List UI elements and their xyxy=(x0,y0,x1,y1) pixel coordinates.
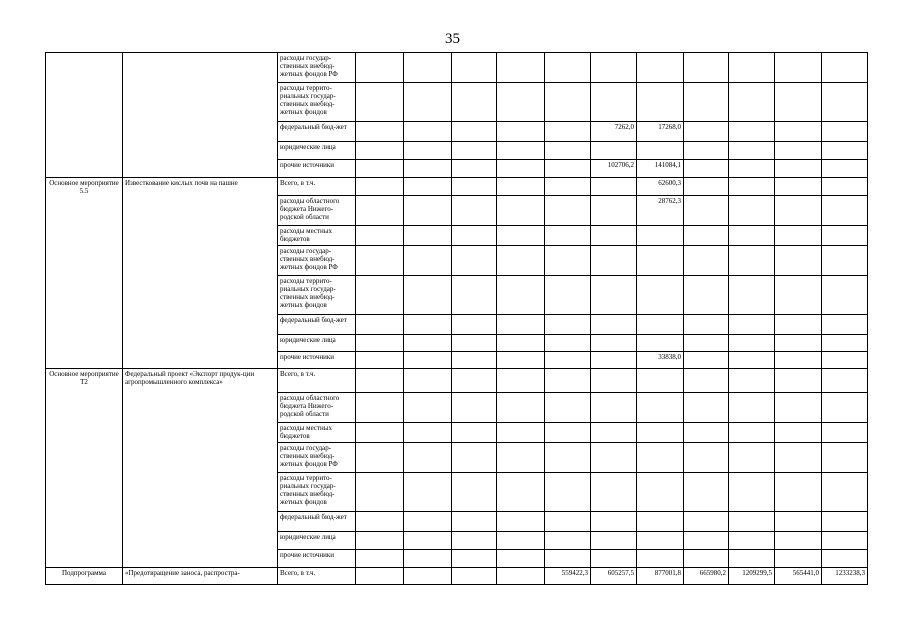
value-cell xyxy=(545,83,591,122)
value-cell xyxy=(684,352,729,369)
value-cell xyxy=(497,83,545,122)
value-cell xyxy=(497,568,545,585)
value-cell xyxy=(497,315,545,335)
value-cell xyxy=(822,423,868,443)
value-cell: 559422,3 xyxy=(545,568,591,585)
value-cell xyxy=(684,315,729,335)
value-cell xyxy=(637,423,684,443)
funding-source: прочие источники xyxy=(278,352,356,369)
value-cell xyxy=(497,532,545,550)
value-cell xyxy=(775,226,822,246)
measure-name: Известкование кислых почв на пашне xyxy=(123,178,278,369)
value-cell: 62600,3 xyxy=(637,178,684,196)
value-cell xyxy=(356,550,404,568)
funding-source: расходы террито-риальных государ-ственных внебюд-жетных фондов xyxy=(278,276,356,315)
value-cell: 877001,8 xyxy=(637,568,684,585)
page-number: 35 xyxy=(445,31,460,47)
value-cell xyxy=(404,443,452,473)
value-cell xyxy=(684,226,729,246)
value-cell xyxy=(497,196,545,226)
value-cell xyxy=(591,473,637,512)
value-cell xyxy=(404,160,452,178)
funding-source: расходы государ-ственных внебюд-жетных фондов РФ xyxy=(278,246,356,276)
value-cell xyxy=(822,196,868,226)
value-cell xyxy=(545,142,591,160)
value-cell xyxy=(497,352,545,369)
value-cell xyxy=(775,246,822,276)
value-cell xyxy=(591,512,637,532)
value-cell xyxy=(775,335,822,352)
value-cell xyxy=(497,246,545,276)
value-cell xyxy=(637,550,684,568)
value-cell xyxy=(822,352,868,369)
value-cell xyxy=(729,276,775,315)
value-cell xyxy=(545,352,591,369)
value-cell xyxy=(684,369,729,393)
funding-source: Всего, в т.ч. xyxy=(278,369,356,393)
value-cell xyxy=(452,512,497,532)
measure-name xyxy=(123,53,278,178)
value-cell xyxy=(729,53,775,83)
value-cell xyxy=(775,160,822,178)
value-cell xyxy=(684,276,729,315)
value-cell xyxy=(775,369,822,393)
value-cell xyxy=(591,178,637,196)
value-cell xyxy=(545,423,591,443)
funding-source: юридические лица xyxy=(278,532,356,550)
funding-source: федеральный бюд-жет xyxy=(278,122,356,142)
value-cell xyxy=(404,550,452,568)
value-cell xyxy=(356,315,404,335)
value-cell xyxy=(497,473,545,512)
value-cell xyxy=(822,443,868,473)
funding-source: Всего, в т.ч. xyxy=(278,178,356,196)
value-cell xyxy=(452,122,497,142)
value-cell xyxy=(591,53,637,83)
value-cell xyxy=(452,352,497,369)
measure-code: Основное мероприятие Т2 xyxy=(46,369,123,568)
value-cell xyxy=(545,246,591,276)
funding-source: федеральный бюд-жет xyxy=(278,315,356,335)
value-cell xyxy=(684,246,729,276)
value-cell xyxy=(684,160,729,178)
measure-name: «Предотвращение заноса, распростра- xyxy=(123,568,278,585)
value-cell xyxy=(684,473,729,512)
value-cell xyxy=(404,369,452,393)
value-cell xyxy=(497,335,545,352)
funding-source: расходы областного бюджета Нижего-родской области xyxy=(278,393,356,423)
value-cell xyxy=(822,142,868,160)
value-cell xyxy=(545,443,591,473)
value-cell xyxy=(545,532,591,550)
table-row xyxy=(46,568,868,585)
value-cell xyxy=(497,276,545,315)
value-cell: 102706,2 xyxy=(591,160,637,178)
value-cell xyxy=(452,335,497,352)
measure-name: Федеральный проект «Экспорт продук-ции агропромышленного комплекса» xyxy=(123,369,278,568)
value-cell: 1233238,3 xyxy=(822,568,868,585)
value-cell xyxy=(404,142,452,160)
funding-source: расходы местных бюджетов xyxy=(278,226,356,246)
value-cell xyxy=(684,423,729,443)
value-cell xyxy=(684,393,729,423)
value-cell xyxy=(591,369,637,393)
value-cell xyxy=(497,423,545,443)
value-cell xyxy=(452,178,497,196)
value-cell xyxy=(497,550,545,568)
value-cell: 33838,0 xyxy=(637,352,684,369)
value-cell xyxy=(545,369,591,393)
value-cell xyxy=(404,178,452,196)
value-cell xyxy=(452,226,497,246)
value-cell xyxy=(497,160,545,178)
value-cell xyxy=(637,315,684,335)
value-cell xyxy=(452,142,497,160)
value-cell xyxy=(356,532,404,550)
value-cell xyxy=(637,276,684,315)
value-cell xyxy=(404,335,452,352)
value-cell xyxy=(729,142,775,160)
value-cell xyxy=(729,423,775,443)
value-cell xyxy=(729,393,775,423)
value-cell xyxy=(404,226,452,246)
value-cell xyxy=(545,196,591,226)
value-cell xyxy=(404,246,452,276)
value-cell xyxy=(591,196,637,226)
value-cell xyxy=(822,335,868,352)
value-cell xyxy=(404,196,452,226)
value-cell xyxy=(684,122,729,142)
value-cell xyxy=(497,178,545,196)
value-cell xyxy=(729,122,775,142)
value-cell xyxy=(729,352,775,369)
value-cell xyxy=(775,315,822,335)
value-cell xyxy=(356,178,404,196)
value-cell xyxy=(497,369,545,393)
value-cell xyxy=(729,369,775,393)
value-cell xyxy=(822,178,868,196)
value-cell xyxy=(545,393,591,423)
value-cell: 7262,0 xyxy=(591,122,637,142)
value-cell xyxy=(404,393,452,423)
value-cell xyxy=(497,53,545,83)
value-cell xyxy=(452,550,497,568)
value-cell: 665980,2 xyxy=(684,568,729,585)
value-cell xyxy=(822,53,868,83)
value-cell xyxy=(775,550,822,568)
value-cell xyxy=(729,550,775,568)
value-cell xyxy=(729,335,775,352)
value-cell xyxy=(356,335,404,352)
value-cell xyxy=(356,369,404,393)
funding-source: расходы государ-ственных внебюд-жетных фондов РФ xyxy=(278,53,356,83)
value-cell xyxy=(404,532,452,550)
value-cell xyxy=(591,532,637,550)
value-cell xyxy=(591,335,637,352)
value-cell xyxy=(775,142,822,160)
value-cell xyxy=(637,142,684,160)
value-cell xyxy=(775,53,822,83)
funding-source: Всего, в т.ч. xyxy=(278,568,356,585)
value-cell xyxy=(684,196,729,226)
value-cell xyxy=(497,122,545,142)
value-cell xyxy=(775,352,822,369)
value-cell xyxy=(404,423,452,443)
value-cell xyxy=(637,83,684,122)
value-cell xyxy=(545,276,591,315)
table-row xyxy=(46,369,868,393)
value-cell xyxy=(822,512,868,532)
value-cell xyxy=(591,276,637,315)
value-cell xyxy=(497,142,545,160)
value-cell xyxy=(591,550,637,568)
value-cell xyxy=(591,246,637,276)
value-cell xyxy=(545,315,591,335)
value-cell xyxy=(729,512,775,532)
value-cell xyxy=(404,315,452,335)
value-cell xyxy=(822,532,868,550)
value-cell xyxy=(822,276,868,315)
value-cell xyxy=(775,393,822,423)
value-cell xyxy=(684,142,729,160)
funding-source: расходы местных бюджетов xyxy=(278,423,356,443)
value-cell xyxy=(545,226,591,246)
table-row xyxy=(46,53,868,83)
value-cell xyxy=(452,443,497,473)
value-cell: 28762,3 xyxy=(637,196,684,226)
value-cell xyxy=(452,83,497,122)
value-cell xyxy=(591,393,637,423)
value-cell xyxy=(497,443,545,473)
value-cell xyxy=(545,160,591,178)
funding-source: расходы государ-ственных внебюд-жетных фондов РФ xyxy=(278,443,356,473)
value-cell xyxy=(404,512,452,532)
value-cell xyxy=(356,122,404,142)
value-cell xyxy=(591,423,637,443)
value-cell xyxy=(591,83,637,122)
value-cell xyxy=(452,160,497,178)
value-cell xyxy=(452,423,497,443)
value-cell xyxy=(775,512,822,532)
value-cell xyxy=(356,512,404,532)
value-cell xyxy=(452,532,497,550)
value-cell xyxy=(822,393,868,423)
value-cell xyxy=(356,142,404,160)
value-cell xyxy=(684,53,729,83)
funding-source: юридические лица xyxy=(278,142,356,160)
value-cell xyxy=(545,335,591,352)
value-cell xyxy=(404,568,452,585)
value-cell: 17268,0 xyxy=(637,122,684,142)
funding-source: расходы террито-риальных государ-ственных внебюд-жетных фондов xyxy=(278,83,356,122)
value-cell xyxy=(822,246,868,276)
value-cell xyxy=(822,315,868,335)
funding-source: федеральный бюд-жет xyxy=(278,512,356,532)
value-cell xyxy=(775,122,822,142)
value-cell xyxy=(729,83,775,122)
value-cell xyxy=(545,550,591,568)
value-cell xyxy=(822,226,868,246)
value-cell xyxy=(729,532,775,550)
value-cell: 141084,1 xyxy=(637,160,684,178)
value-cell xyxy=(822,160,868,178)
value-cell xyxy=(775,276,822,315)
value-cell xyxy=(637,246,684,276)
value-cell xyxy=(356,226,404,246)
budget-table xyxy=(45,52,868,585)
value-cell xyxy=(637,532,684,550)
value-cell xyxy=(591,352,637,369)
value-cell xyxy=(356,473,404,512)
value-cell xyxy=(775,443,822,473)
value-cell xyxy=(684,532,729,550)
value-cell xyxy=(637,53,684,83)
value-cell xyxy=(356,160,404,178)
value-cell xyxy=(775,532,822,550)
measure-code xyxy=(46,53,123,178)
table-body xyxy=(46,53,868,585)
value-cell xyxy=(497,226,545,246)
value-cell xyxy=(356,352,404,369)
value-cell xyxy=(452,369,497,393)
value-cell xyxy=(452,246,497,276)
value-cell xyxy=(684,83,729,122)
value-cell xyxy=(775,83,822,122)
value-cell xyxy=(684,335,729,352)
value-cell xyxy=(637,443,684,473)
value-cell xyxy=(452,473,497,512)
funding-source: прочие источники xyxy=(278,550,356,568)
value-cell xyxy=(452,53,497,83)
value-cell xyxy=(404,352,452,369)
value-cell xyxy=(684,512,729,532)
value-cell: 605257,5 xyxy=(591,568,637,585)
value-cell xyxy=(452,276,497,315)
value-cell xyxy=(637,512,684,532)
value-cell xyxy=(775,423,822,443)
value-cell xyxy=(497,393,545,423)
value-cell xyxy=(404,122,452,142)
value-cell xyxy=(729,160,775,178)
value-cell xyxy=(404,83,452,122)
value-cell xyxy=(729,315,775,335)
value-cell xyxy=(729,473,775,512)
measure-code: Подпрограмма xyxy=(46,568,123,585)
value-cell xyxy=(356,246,404,276)
funding-source: юридические лица xyxy=(278,335,356,352)
value-cell xyxy=(591,443,637,473)
value-cell xyxy=(822,122,868,142)
value-cell xyxy=(729,196,775,226)
value-cell xyxy=(452,196,497,226)
value-cell xyxy=(356,196,404,226)
value-cell xyxy=(452,315,497,335)
value-cell xyxy=(729,178,775,196)
value-cell xyxy=(356,443,404,473)
value-cell xyxy=(822,83,868,122)
value-cell xyxy=(356,423,404,443)
value-cell xyxy=(404,276,452,315)
value-cell xyxy=(729,246,775,276)
value-cell xyxy=(637,226,684,246)
value-cell xyxy=(637,335,684,352)
value-cell xyxy=(452,393,497,423)
value-cell xyxy=(356,276,404,315)
value-cell xyxy=(637,369,684,393)
value-cell xyxy=(591,142,637,160)
value-cell xyxy=(356,393,404,423)
value-cell xyxy=(497,512,545,532)
value-cell xyxy=(545,178,591,196)
value-cell xyxy=(637,393,684,423)
value-cell xyxy=(684,178,729,196)
value-cell: 565441,0 xyxy=(775,568,822,585)
value-cell xyxy=(637,473,684,512)
value-cell xyxy=(775,196,822,226)
value-cell xyxy=(452,568,497,585)
value-cell xyxy=(545,473,591,512)
value-cell xyxy=(545,122,591,142)
measure-code: Основное мероприятие 5.5 xyxy=(46,178,123,369)
value-cell: 1209299,5 xyxy=(729,568,775,585)
value-cell xyxy=(822,550,868,568)
value-cell xyxy=(404,473,452,512)
value-cell xyxy=(545,512,591,532)
value-cell xyxy=(591,315,637,335)
funding-source: прочие источники xyxy=(278,160,356,178)
value-cell xyxy=(684,443,729,473)
value-cell xyxy=(729,443,775,473)
value-cell xyxy=(356,53,404,83)
funding-source: расходы террито-риальных государ-ственных внебюд-жетных фондов xyxy=(278,473,356,512)
value-cell xyxy=(729,226,775,246)
table-row xyxy=(46,178,868,196)
funding-source: расходы областного бюджета Нижего-родской области xyxy=(278,196,356,226)
value-cell xyxy=(684,550,729,568)
value-cell xyxy=(356,83,404,122)
value-cell xyxy=(545,53,591,83)
value-cell xyxy=(404,53,452,83)
value-cell xyxy=(356,568,404,585)
value-cell xyxy=(822,369,868,393)
value-cell xyxy=(591,226,637,246)
value-cell xyxy=(775,473,822,512)
value-cell xyxy=(822,473,868,512)
value-cell xyxy=(775,178,822,196)
